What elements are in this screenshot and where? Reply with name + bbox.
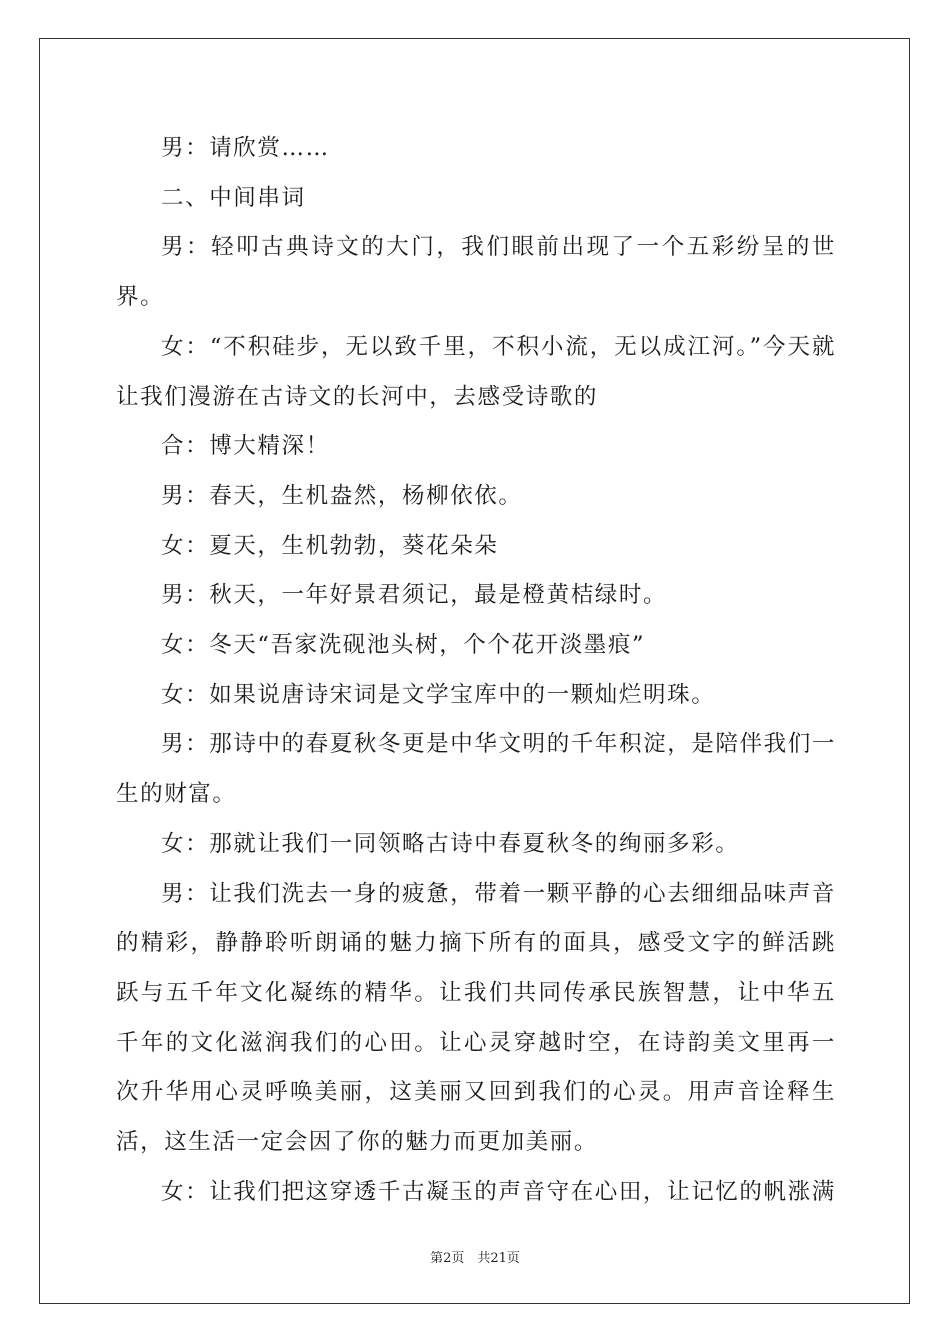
paragraph: 男：轻叩古典诗文的大门，我们眼前出现了一个五彩纷呈的世界。	[116, 234, 836, 311]
paragraph: 女：冬天“吾家洗砚池头树，个个花开淡墨痕”	[161, 632, 646, 659]
paragraph: 女：夏天，生机勃勃，葵花朵朵	[161, 532, 499, 559]
paragraph: 合：博大精深！	[161, 433, 330, 460]
paragraph: 女：那就让我们一同领略古诗中春夏秋冬的绚丽多彩。	[161, 830, 740, 857]
paragraph: 男：秋天，一年好景君须记，最是橙黄桔绿时。	[161, 582, 668, 609]
document-body	[116, 124, 836, 1217]
page-number-footer: 第2页 共21页	[430, 1251, 520, 1266]
paragraph: 女：“不积硅步，无以致千里，不积小流，无以成江河。”今天就让我们漫游在古诗文的长河中，去感受诗歌的	[116, 333, 836, 410]
section-heading: 二、中间串词	[161, 184, 306, 211]
paragraph: 男：让我们洗去一身的疲惫，带着一颗平静的心去细细品味声音的精彩，静静聆听朗诵的魅力摘下所有的面具，感受文字的鲜活跳跃与五千年文化凝练的精华。让我们共同传承民族智慧，让中华五千年的文化滋润我们的心田。让心灵穿越时空，在诗韵美文里再一次升华用心灵呼唤美丽，这美丽又回到我们的心灵。用声音诠释生活，这生活一定会因了你的魅力而更加美丽。	[116, 880, 836, 1156]
paragraph: 女：如果说唐诗宋词是文学宝库中的一颗灿烂明珠。	[161, 681, 716, 708]
paragraph: 男：那诗中的春夏秋冬更是中华文明的千年积淀，是陪伴我们一生的财富。	[116, 731, 836, 808]
paragraph: 女：让我们把这穿透千古凝玉的声音守在心田，让记忆的帆涨满	[161, 1178, 836, 1205]
paragraph: 男：春天，生机盎然，杨柳依依。	[161, 482, 523, 509]
paragraph: 男：请欣赏……	[161, 135, 330, 161]
